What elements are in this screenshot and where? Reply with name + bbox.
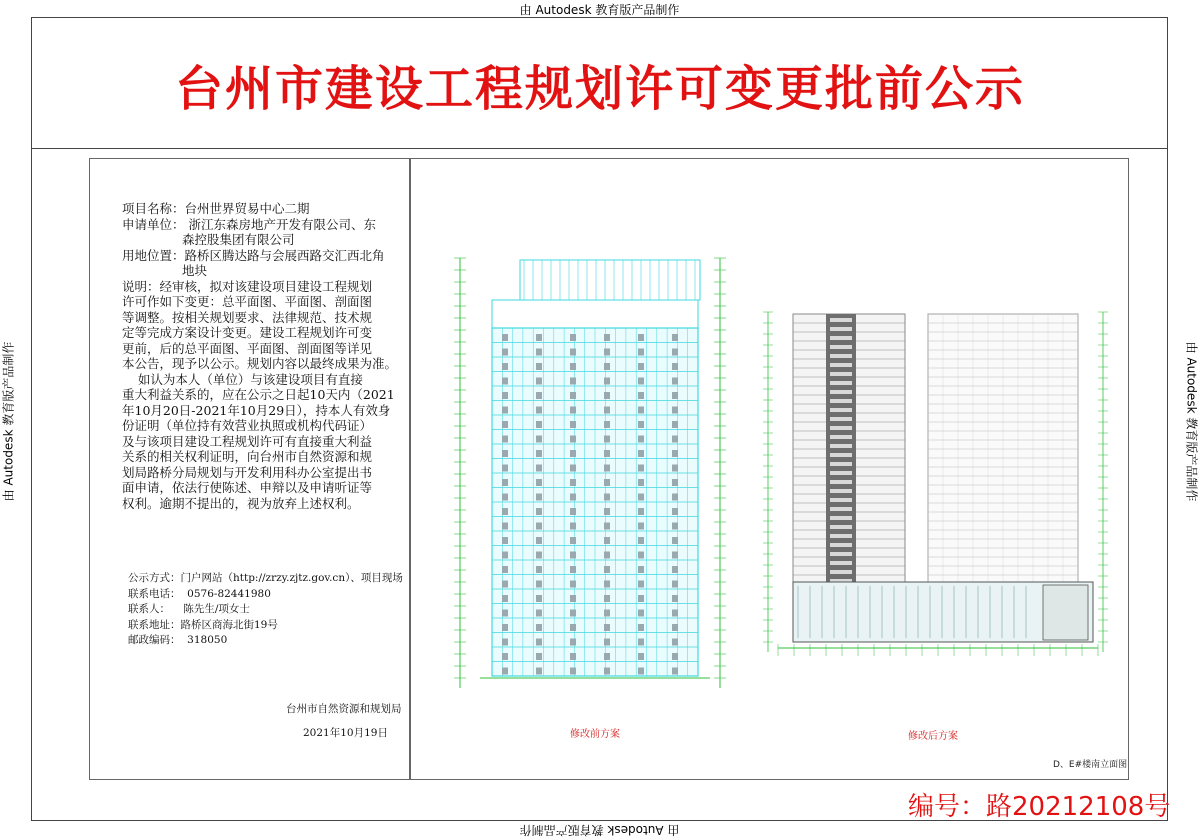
watermark-top: 由 Autodesk 教育版产品制作 xyxy=(519,3,680,17)
contact-method: 公示方式：门户网站（http://zrzy.zjtz.gov.cn）、项目现场 xyxy=(128,572,403,584)
explain-line: 本公告，现予以公示。规划内容以最终成果为准。 xyxy=(122,356,398,371)
rights-line: 及与该项目建设工程规划许可有直接重大利益 xyxy=(122,433,373,449)
contact-block xyxy=(128,571,408,649)
frame-left xyxy=(31,17,32,821)
explain-line: 说明：经审核，拟对该建设项目建设工程规划 xyxy=(122,278,373,294)
frame-title-divider xyxy=(31,148,1168,149)
after-elevation-drawing xyxy=(758,292,1118,692)
contact-address: 联系地址：路桥区商海北街19号 xyxy=(128,618,278,631)
explain-line: 更前，后的总平面图、平面图、剖面图等详见 xyxy=(122,340,373,356)
rights-line: 关系的相关权利证明，向台州市自然资源和规 xyxy=(122,449,373,464)
rights-line: 面申请，依法行使陈述、申辩以及申请听证等 xyxy=(122,480,373,495)
before-elevation-drawing xyxy=(440,238,740,708)
elevation-label: D、E#楼南立面图 xyxy=(1053,760,1128,770)
contact-phone: 联系电话： 0576-82441980 xyxy=(128,587,271,600)
issuer: 台州市自然资源和规划局 xyxy=(286,703,402,715)
project-name: 项目名称：台州世界贸易中心二期 xyxy=(122,201,310,216)
applicant-line-1: 申请单位： 浙江东森房地产开发有限公司、东 xyxy=(122,216,376,232)
rights-line: 年10月20日-2021年10月29日），持本人有效身 xyxy=(122,402,391,418)
contact-person: 联系人： 陈先生/项女士 xyxy=(128,603,250,615)
notice-text xyxy=(122,201,412,511)
page-title: 台州市建设工程规划许可变更批前公示 xyxy=(174,61,1025,117)
explain-line: 定等完成方案设计变更。建设工程规划许可变 xyxy=(122,325,373,340)
rights-line: 如认为本人（单位）与该建设项目有直接 xyxy=(122,371,363,387)
rights-line: 重大利益关系的，应在公示之日起10天内（2021 xyxy=(122,387,395,402)
watermark-bottom: 由 Autodesk 教育版产品制作 xyxy=(519,823,680,837)
explain-line: 许可作如下变更：总平面图、平面图、剖面图 xyxy=(122,294,373,309)
rights-line: 划局路桥分局规划与开发利用科办公室提出书 xyxy=(122,464,373,480)
location-line-1: 用地位置：路桥区腾达路与会展西路交汇西北角 xyxy=(122,247,385,263)
issue-date: 2021年10月19日 xyxy=(303,727,388,739)
before-caption: 修改前方案 xyxy=(570,729,620,740)
frame-top xyxy=(31,17,1168,18)
location-line-2: 地块 xyxy=(182,263,208,278)
document-code: 编号：路20212108号 xyxy=(908,792,1171,822)
contact-postcode: 邮政编码： 318050 xyxy=(128,634,228,646)
frame-right xyxy=(1167,17,1168,821)
rights-line: 权利。逾期不提出的，视为放弃上述权利。 xyxy=(122,495,360,511)
watermark-left: 由 Autodesk 教育版产品制作 xyxy=(1,341,16,502)
rights-line: 份证明（单位持有效营业执照或机构代码证） xyxy=(122,418,373,433)
after-caption: 修改后方案 xyxy=(908,731,958,742)
watermark-right: 由 Autodesk 教育版产品制作 xyxy=(1184,341,1199,502)
applicant-line-2: 森控股集团有限公司 xyxy=(182,232,295,247)
explain-line: 等调整。按相关规划要求、法律规范、技术规 xyxy=(122,309,373,325)
